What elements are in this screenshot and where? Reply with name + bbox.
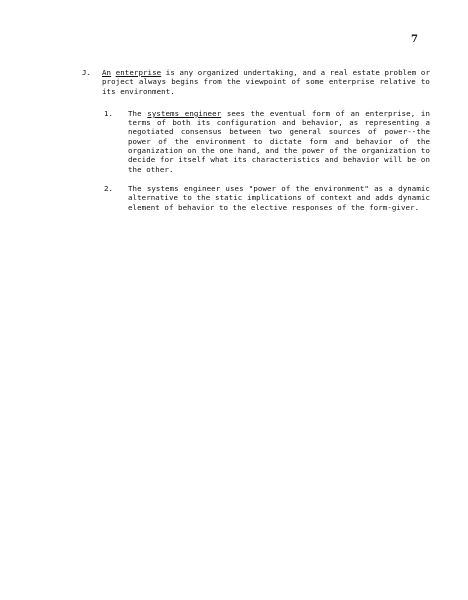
item-number: 2. xyxy=(104,183,114,193)
section-definition-text: is any organized undertaking, and a real estate problem or project always begins from the viewpoint of some enterprise relative to its environment. xyxy=(102,68,430,96)
item-prefix: The xyxy=(128,108,142,118)
page-number: 7 xyxy=(411,34,418,45)
section-label: J. xyxy=(82,68,92,77)
item-body: sees the eventual form of an enterprise, in terms of both its configuration and behavior, as representing a negotiated consensus between two general sources of power--the power of the environment to dictate form and behavior of the organization on the one hand, and the power of the organization to decide for itself what its characteristics and behavior will be on the other. xyxy=(128,108,430,174)
item-number: 1. xyxy=(104,108,114,118)
item-text xyxy=(128,109,430,174)
item-text: The systems engineer uses "power of the environment" as a dynamic alternative to the static implications of context and adds dynamic element of behavior to the elective responses of the form-giver. xyxy=(128,183,430,212)
term-enterprise: enterprise xyxy=(115,68,162,77)
term-systems-engineer: systems engineer xyxy=(147,108,222,118)
item-list xyxy=(82,109,430,212)
section-definition xyxy=(102,68,430,96)
section-header xyxy=(82,68,430,96)
list-item xyxy=(104,184,430,212)
section-j xyxy=(82,68,430,222)
section-prefix: An xyxy=(102,68,112,77)
list-item xyxy=(104,109,430,174)
